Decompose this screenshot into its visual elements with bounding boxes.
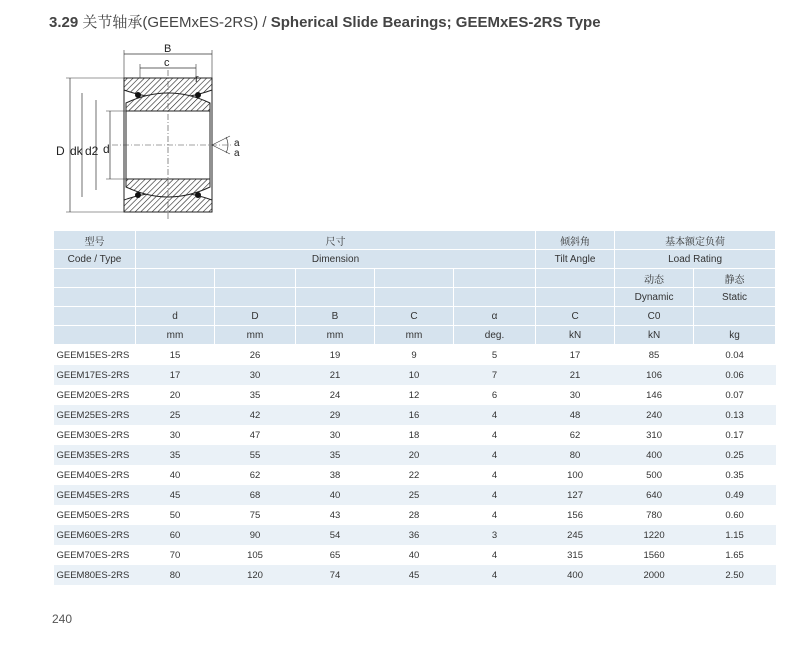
cell-code: GEEM40ES-2RS [56,469,130,481]
cell-kg: 0.04 [725,349,744,361]
cell-kg: 1.65 [725,549,744,561]
unit-B: mm [296,326,375,345]
bearing-diagram [52,40,252,225]
cell-b: 35 [296,445,375,465]
cell-d: 75 [249,509,261,521]
cell-d: 62 [249,469,261,481]
cell-alpha: 5 [491,349,498,361]
label-a-lower: a [234,148,240,159]
cell-kg: 0.07 [725,389,744,401]
header-row-load-en [54,288,776,307]
label-D: D [56,144,65,158]
cell-cd: 100 [567,469,583,481]
header-static-en: Static [694,288,776,307]
cell-d: 50 [169,509,181,521]
header-row-units [54,326,776,345]
cell-b: 19 [329,349,341,361]
cell-c0: 146 [646,389,662,401]
label-B: B [164,43,172,55]
cell-code: GEEM17ES-2RS [54,365,136,385]
cell-alpha: 4 [454,445,536,465]
header-row-load-cn [54,269,776,288]
cell-cd: 21 [536,365,615,385]
cell-alpha: 4 [454,405,536,425]
unit-d: mm [136,326,215,345]
cell-b: 65 [329,549,341,561]
cell-b: 24 [329,389,341,401]
label-r: r [195,73,199,85]
cell-c0: 640 [615,485,694,505]
cell-cd: 127 [536,485,615,505]
table-row [54,485,776,505]
cell-d: 20 [169,389,181,401]
cell-d: 42 [215,405,296,425]
cell-alpha: 4 [454,565,536,585]
cell-d: 15 [169,349,181,361]
header-tilt-cn: 倾斜角 [536,231,615,250]
header-dynamic-en: Dynamic [615,288,694,307]
cell-b: 38 [329,469,341,481]
cell-code: GEEM15ES-2RS [56,349,130,361]
symbol-C: C [375,307,454,326]
symbol-C0-static: C0 [615,307,694,326]
cell-kg: 0.49 [694,485,776,505]
header-code-cn: 型号 [54,231,136,250]
cell-c0: 1220 [615,525,694,545]
cell-alpha: 4 [491,469,498,481]
cell-d: 80 [136,565,215,585]
cell-d: 17 [136,365,215,385]
cell-code: GEEM35ES-2RS [54,445,136,465]
cell-d: 45 [136,485,215,505]
cell-c0: 85 [648,349,660,361]
cell-cd: 245 [536,525,615,545]
cell-c0: 1560 [643,549,665,561]
cell-b: 30 [329,429,341,441]
seal-icon [195,192,201,198]
cell-c0: 240 [615,405,694,425]
cell-c: 18 [408,429,420,441]
cell-code: GEEM50ES-2RS [56,509,130,521]
cell-alpha: 6 [491,389,498,401]
label-d: d [103,142,110,156]
table-row [54,425,776,445]
cell-d: 35 [136,445,215,465]
table-row [54,405,776,425]
cell-c: 25 [375,485,454,505]
header-dimension-cn: 尺寸 [136,231,536,250]
symbol-alpha: α [454,307,536,326]
header-dynamic-cn: 动态 [615,269,694,288]
spec-table-body [54,345,776,586]
unit-C0-static: kN [615,326,694,345]
seal-icon [135,192,141,198]
table-row [54,545,776,565]
cell-cd: 48 [536,405,615,425]
cell-d: 26 [249,349,261,361]
title-chinese: 关节轴承(GEEMxES-2RS) / [82,14,267,31]
cell-cd: 156 [567,509,583,521]
cell-code: GEEM20ES-2RS [56,389,130,401]
cell-c: 10 [375,365,454,385]
cell-b: 74 [296,565,375,585]
label-dk: dk [70,144,83,158]
cell-b: 54 [296,525,375,545]
cell-c0: 2000 [615,565,694,585]
header-tilt-en: Tilt Angle [536,250,615,269]
header-dimension-en: Dimension [136,250,536,269]
table-row [54,565,776,585]
header-load-cn: 基本额定负荷 [615,231,776,250]
cell-code: GEEM80ES-2RS [54,565,136,585]
cell-c0: 780 [646,509,662,521]
cell-c0: 400 [615,445,694,465]
symbol-D: D [215,307,296,326]
cell-c: 36 [375,525,454,545]
cell-alpha: 4 [454,485,536,505]
cell-cd: 315 [567,549,583,561]
cell-c0: 310 [646,429,662,441]
cell-c: 40 [408,549,420,561]
cell-c: 45 [375,565,454,585]
table-row [54,345,776,366]
section-number: 3.29 [49,14,79,31]
header-code-en: Code / Type [54,250,136,269]
cell-cd: 17 [569,349,581,361]
cell-kg: 0.17 [725,429,744,441]
cell-d: 35 [249,389,261,401]
table-row [54,465,776,485]
cell-c0: 500 [646,469,662,481]
cell-b: 21 [296,365,375,385]
title-english: Spherical Slide Bearings; GEEMxES-2RS Type [270,14,601,31]
cell-b: 40 [296,485,375,505]
spec-table [53,230,776,585]
cell-alpha: 3 [454,525,536,545]
cell-code: GEEM25ES-2RS [54,405,136,425]
label-c: c [164,57,170,69]
cell-d: 105 [247,549,263,561]
cell-d: 90 [215,525,296,545]
unit-D: mm [215,326,296,345]
table-row [54,505,776,525]
cell-b: 29 [296,405,375,425]
unit-C: mm [375,326,454,345]
cell-d: 47 [249,429,261,441]
cell-c: 16 [375,405,454,425]
label-d2: d2 [85,144,99,158]
header-load-en: Load Rating [615,250,776,269]
unit-alpha: deg. [454,326,536,345]
page-number: 240 [52,612,73,626]
cell-kg: 0.60 [725,509,744,521]
table-row [54,445,776,465]
cell-d: 25 [136,405,215,425]
cell-c: 28 [408,509,420,521]
cell-d: 30 [169,429,181,441]
seal-icon [135,92,141,98]
seal-icon [195,92,201,98]
cell-kg: 1.15 [694,525,776,545]
cell-kg: 2.50 [694,565,776,585]
cell-code: GEEM30ES-2RS [56,429,130,441]
label-a-upper: a [234,138,240,149]
cell-d: 60 [136,525,215,545]
cell-c0: 106 [615,365,694,385]
cell-code: GEEM60ES-2RS [54,525,136,545]
cell-alpha: 7 [454,365,536,385]
cell-d: 55 [215,445,296,465]
symbol-B: B [296,307,375,326]
cell-kg: 0.06 [694,365,776,385]
cell-d: 40 [169,469,181,481]
cell-cd: 80 [536,445,615,465]
header-row-en [54,250,776,269]
cell-kg: 0.13 [694,405,776,425]
cell-d: 70 [169,549,181,561]
cell-b: 43 [329,509,341,521]
cell-c: 20 [375,445,454,465]
cell-c: 9 [411,349,417,361]
table-row [54,385,776,405]
unit-C-dynamic: kN [536,326,615,345]
symbol-C-dynamic: C [536,307,615,326]
cell-cd: 30 [569,389,581,401]
cell-kg: 0.35 [725,469,744,481]
unit-weight: kg [694,326,776,345]
header-static-cn: 静态 [694,269,776,288]
cell-alpha: 4 [491,429,498,441]
cell-code: GEEM45ES-2RS [54,485,136,505]
header-row-symbols [54,307,776,326]
cell-d: 30 [215,365,296,385]
cell-d: 120 [215,565,296,585]
cell-code: GEEM70ES-2RS [56,549,130,561]
table-row [54,365,776,385]
cell-d: 68 [215,485,296,505]
cell-alpha: 4 [491,509,498,521]
cell-cd: 62 [569,429,581,441]
page-title [49,11,601,32]
cell-cd: 400 [536,565,615,585]
table-row [54,525,776,545]
cell-c: 12 [408,389,420,401]
cell-alpha: 4 [491,549,498,561]
symbol-d: d [136,307,215,326]
cell-kg: 0.25 [694,445,776,465]
header-row-cn [54,231,776,250]
cell-c: 22 [408,469,420,481]
